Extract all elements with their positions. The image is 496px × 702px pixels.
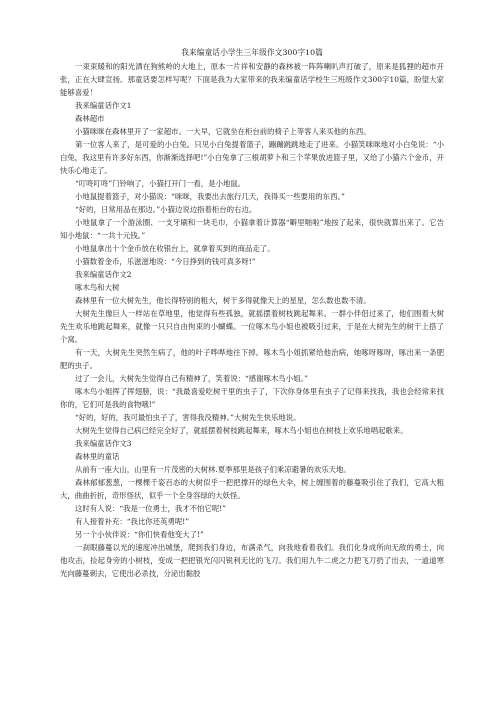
essay-subtitle: 森林里的童话 xyxy=(75,452,120,461)
body-paragraph: 这时有人说：“我是一位勇士，我才不怕它呢!” xyxy=(75,504,226,513)
body-paragraph: 啄木鸟小姐挥了挥翅膀，说：“我最喜爱吃树干里的虫子了，下次你身体里有虫子了记得来找我，我也会经常来找你的，它们可是我的食物哦!” xyxy=(60,387,444,409)
body-paragraph: 过了一会儿，大树先生觉得自己有精神了，笑着说：“感谢啄木鸟小姐。” xyxy=(75,374,308,383)
body-paragraph: 小地鼠提着篮子，对小猫说：“咪咪，我要出去旅行几天，我得买一些要用的东西。” xyxy=(75,192,345,201)
body-paragraph: “好的，日常用品在那边。”小猫边说边指着柜台的右边。 xyxy=(75,205,257,214)
body-paragraph: 小地鼠拿了一个游泳圈、一支牙刷和一块毛巾，小猫拿着计算器“噼里啪啦”地按了起来，很快就算出来了。它告知小地鼠：“一共十元钱。” xyxy=(60,218,444,240)
body-paragraph: “好的，好的，我可最怕虫子了，害得我没精神。”大树先生快乐地说。 xyxy=(75,413,301,422)
body-paragraph: 小猫数着金币，乐滋滋地说：“今日挣到的钱可真多呀!” xyxy=(75,257,256,266)
body-paragraph: 一刹眼藤蔓以光的速度冲出城堡，爬到我们身边，布满杀气，向我地看着我们。我们化身成所向无敌的勇士，向他攻击，捡起身旁的小树枝，变成一把把银光闪闪锐利无比的飞刀。我们用九牛二虎之力把飞刀扔了出去，一道道寒光向藤蔓刺去，它使出必杀技，分泌出黏胶 xyxy=(60,543,444,578)
essay-heading: 我来编童话作文2 xyxy=(75,270,132,279)
body-paragraph: 森林里有一位大树先生，他长得特别的粗大，树干多得就像天上的星星，怎么数也数不清。 xyxy=(75,296,371,305)
body-paragraph: 有人接着补充：“我比你还英勇呢!” xyxy=(75,517,189,526)
body-paragraph: 小猫咪咪在森林里开了一家超市。一大早，它就坐在柜台前的椅子上等客人来买他的东西。 xyxy=(75,127,371,136)
body-paragraph: 森林郁郁葱葱，一棵棵千姿百态的大树似乎一把把撑开的绿色大伞，树上缠围着的藤蔓吸引住了我们，它高大粗大，曲曲折折，奇形怪状，似乎一个全身容绿的大妖怪。 xyxy=(60,478,444,500)
essay-heading: 我来编童话作文3 xyxy=(75,439,132,448)
essay-heading: 我来编童话作文1 xyxy=(75,101,132,110)
body-paragraph: “叮咚叮咚”门铃响了，小猫打开门一看，是小地鼠。 xyxy=(75,179,246,188)
document-title: 我来编童话小学生三年级作文300字10篇 xyxy=(181,48,323,57)
intro-paragraph: 一束束暖和的阳光洒在狗熊岭的大地上，原本一片祥和安静的森林被一阵阵喇叭声打破了，原来是狐狸的超市开张，正在大肆宣扬。那童话要怎样写呢？下面是我为大家带来的我来编童话学校生三班级作文300字10篇，盼望大家能够喜爱！ xyxy=(60,62,444,97)
body-paragraph: 第一位客人来了，是可爱的小白兔。只见小白兔提着篮子，蹦蹦跳跳地走了进来。小猫笑咪咪地对小白兔说：“小白兔，我这里有许多好东西，你渐渐选择吧!”小白兔拿了三根胡萝卜和三个苹果放进篮子里，又给了小猫六个金币，开快乐心地走了。 xyxy=(60,140,444,175)
essay-subtitle: 啄木鸟和大树 xyxy=(75,283,120,292)
body-paragraph: 另一个小伙伴说：“你们快看他变大了!” xyxy=(75,530,204,539)
body-paragraph: 大树先生觉得自己病已经完全好了，就摇摆着树枝跳起舞来，啄木鸟小姐也在树枝上欢乐地唱起歌来。 xyxy=(75,426,408,435)
body-paragraph: 小地鼠拿出十个金币放在收银台上，就拿着买到的商品走了。 xyxy=(75,244,275,253)
essay-subtitle: 森林超市 xyxy=(75,114,105,123)
body-paragraph: 有一天，大树先生突然生病了，他的叶子哗哗地往下掉。啄木鸟小姐抓紧给他治病，她啄呀啄呀，啄出来一条肥肥的虫子。 xyxy=(60,348,444,370)
body-paragraph: 大树先生像巨人一样站在草地里，他觉得有些孤独，就摇摆着树枝跳起舞来。一群小伴侣过来了，他们围着大树先生欢乐地跳起舞来，就像一只只自由拘束的小蝴蝶。一位啄木鸟小姐也被吸引过来，于是在大树先生的树干上搭了个窝。 xyxy=(60,309,444,344)
body-paragraph: 从前有一座大山，山里有一片茂密的大树林.夏季那里是孩子们乘凉避暑的欢乐天地。 xyxy=(75,465,351,474)
